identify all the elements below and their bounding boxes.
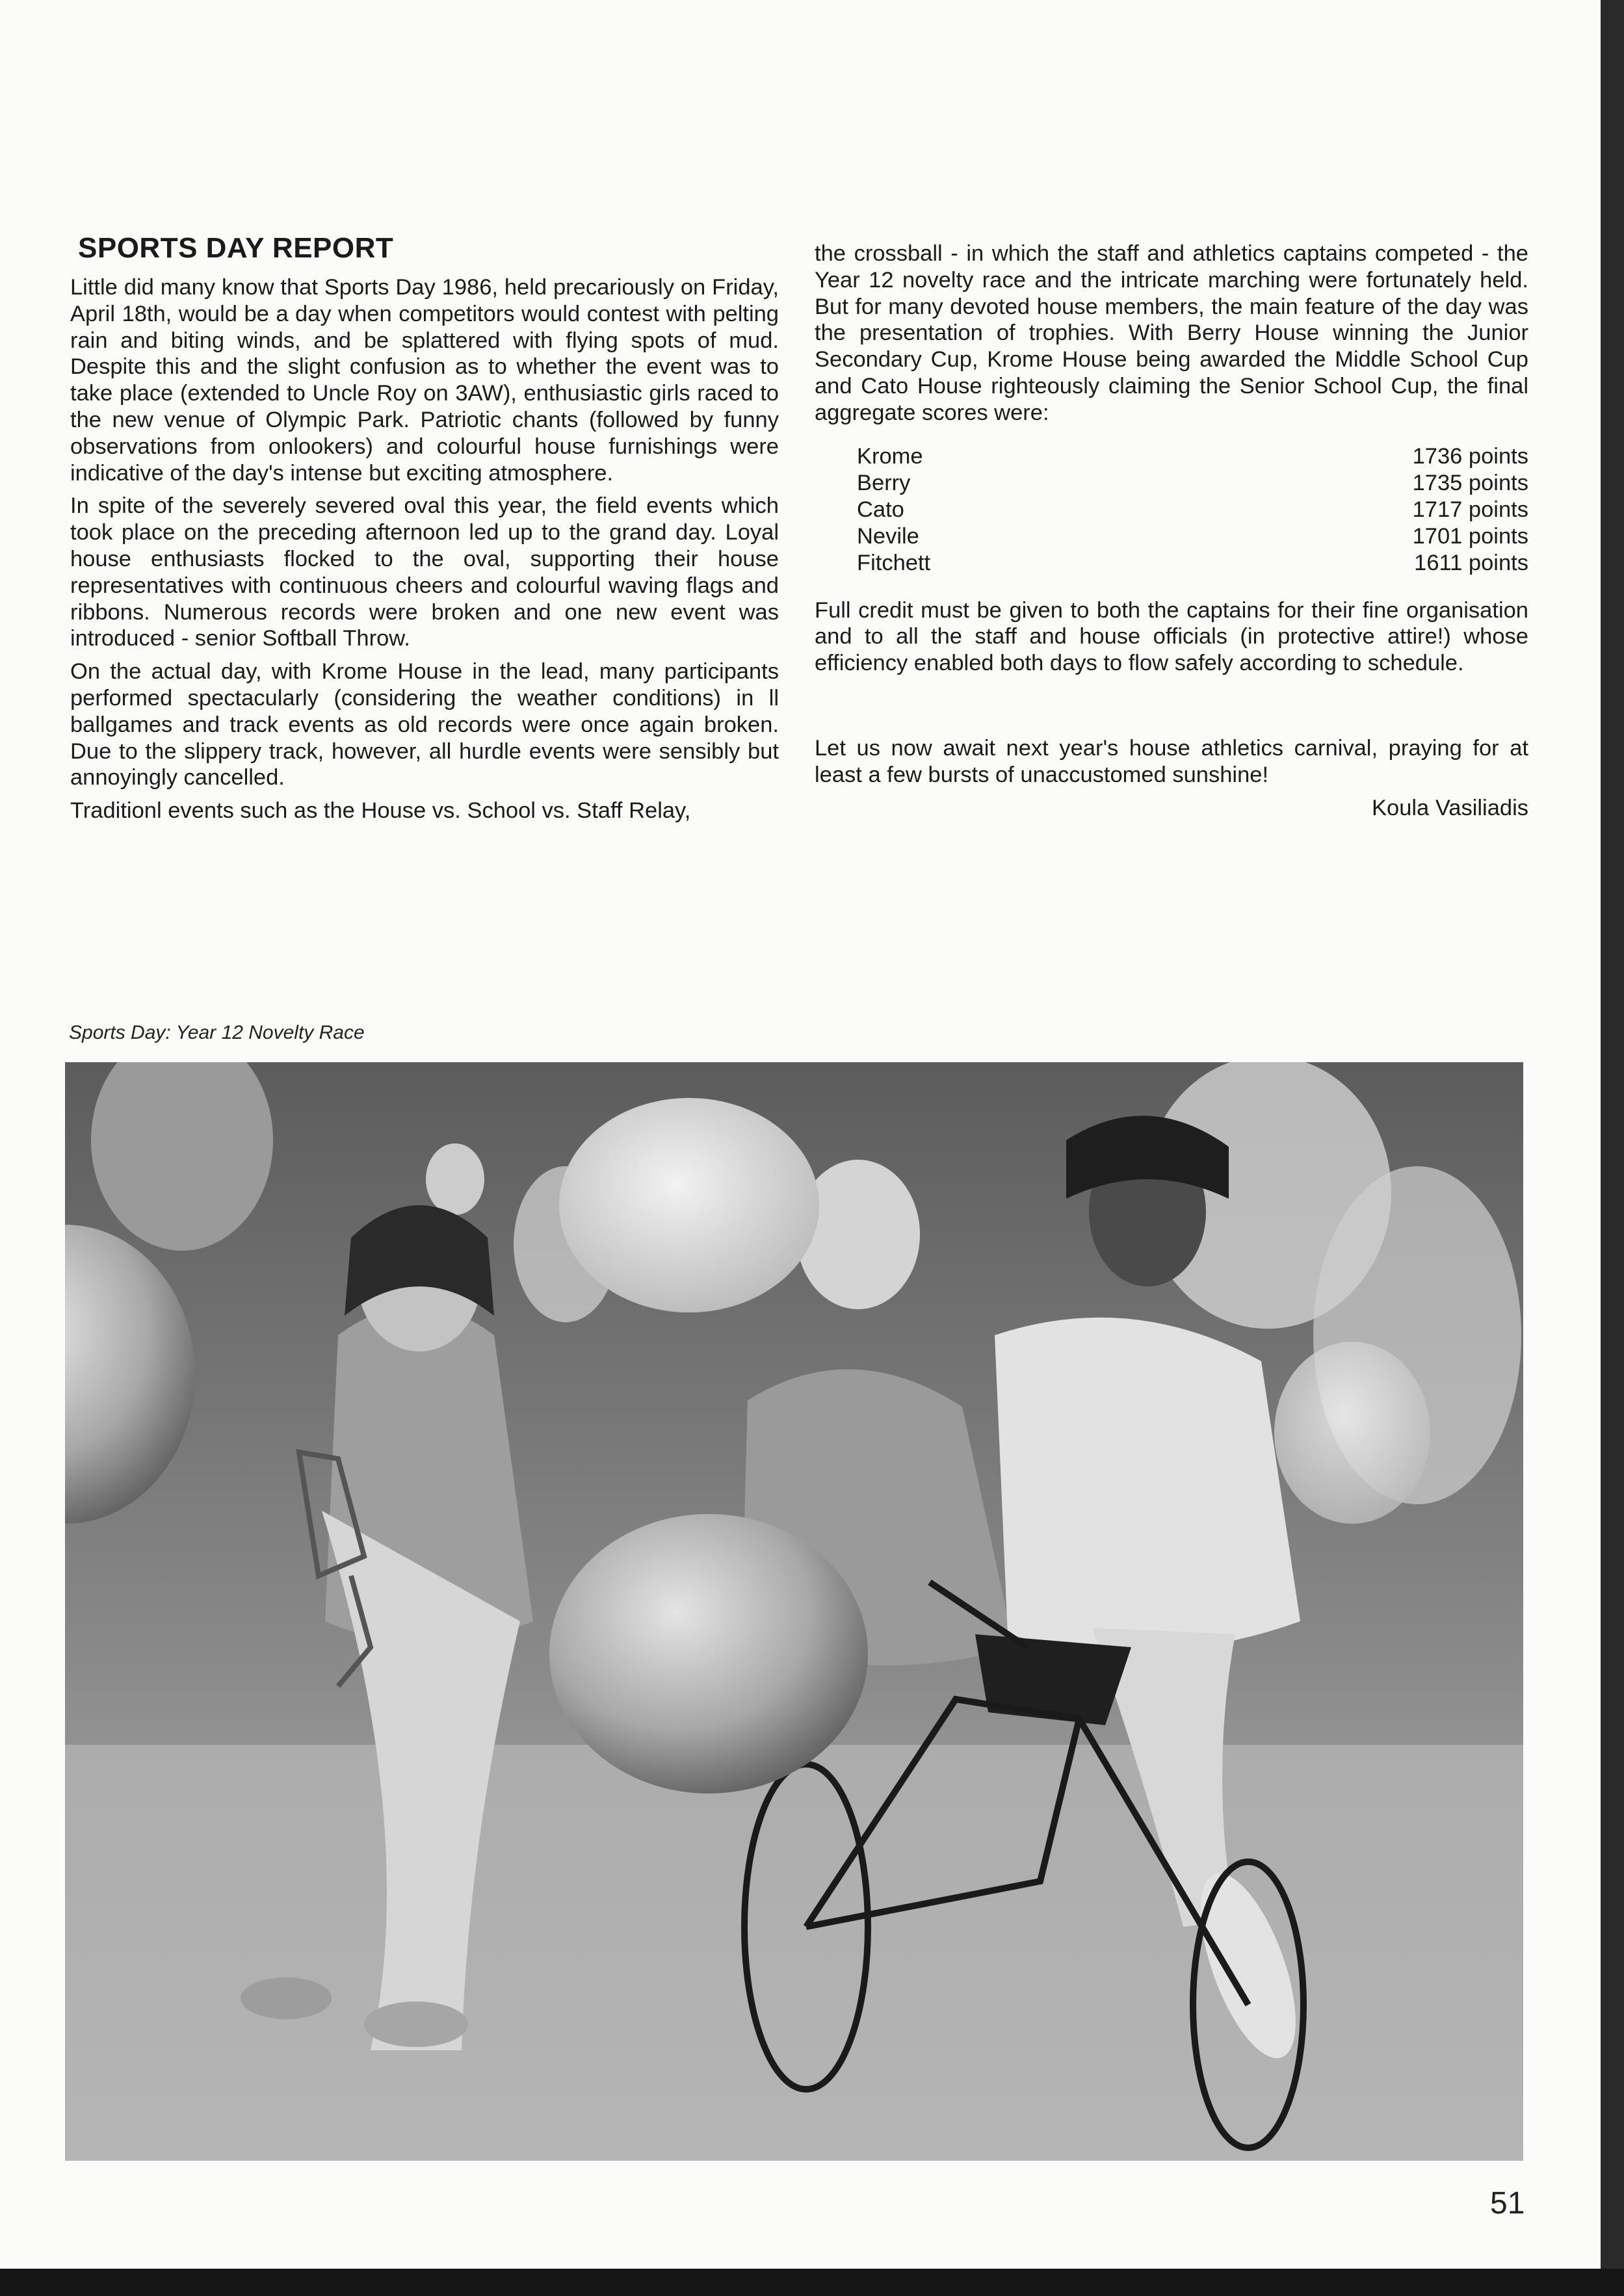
score-points: 1736 points bbox=[1412, 443, 1528, 469]
article-paragraph: Full credit must be given to both the captains for their fine organisation and to all the staff and house officials (in protective attire!) whose efficiency enabled both days to flow safely according to schedule. bbox=[815, 597, 1528, 676]
scan-edge-bottom bbox=[0, 2269, 1624, 2296]
score-row bbox=[857, 497, 1528, 523]
paragraph-gap bbox=[815, 683, 1528, 735]
scan-edge-right bbox=[1601, 0, 1624, 2296]
article-paragraph: the crossball - in which the staff and athletics captains competed - the Year 12 novelty race and the intricate marching were fortunately held. But for many devoted house members, the main feature of the day was the presentation of trophies. With Berry House winning the Junior Secondary Cup, Krome House being awarded the Middle School Cup and Cato House righteously claiming the Senior School Cup, the final aggregate scores were: bbox=[815, 241, 1528, 425]
photo-caption: Sports Day: Year 12 Novelty Race bbox=[69, 1022, 365, 1043]
page-number: 51 bbox=[1490, 2186, 1525, 2221]
score-house: Nevile bbox=[857, 523, 919, 549]
score-points: 1701 points bbox=[1412, 523, 1528, 549]
score-points: 1611 points bbox=[1414, 550, 1528, 575]
photo bbox=[65, 1062, 1523, 2161]
article-paragraph: Let us now await next year's house athletics carnival, praying for at least a few bursts of unaccustomed sunshine! bbox=[815, 735, 1528, 787]
article-author: Koula Vasiliadis bbox=[1372, 795, 1528, 820]
score-house: Cato bbox=[857, 497, 904, 522]
article-paragraph: Little did many know that Sports Day 1986, held precariously on Friday, April 18th, would be a day when competitors would contest with pelting rain and biting winds, and be splattered with flying spots of mud. Despite this and the slight confusion as to whether the event was to take place (extended to Uncle Roy on 3AW), enthusiastic girls raced to the new venue of Olympic Park. Patriotic chants (followed by funny observations from onlookers) and colourful house furnishings were indicative of the day's intense but exciting atmosphere. bbox=[70, 275, 779, 486]
article-paragraph: On the actual day, with Krome House in the lead, many participants performed spectacularly (considering the weather conditions) in ll ballgames and track events as old records were once again broken. Due to the slippery track, however, all hurdle events were sensibly but annoyingly cancelled. bbox=[70, 659, 779, 790]
article-paragraph: In spite of the severely severed oval this year, the field events which took place on the preceding afternoon led up to the grand day. Loyal house enthusiasts flocked to the oval, supporting their house representatives with continuous cheers and colourful waving flags and ribbons. Numerous records were broken and one new event was introduced - senior Softball Throw. bbox=[70, 493, 779, 651]
score-house: Berry bbox=[857, 470, 911, 495]
score-points: 1717 points bbox=[1412, 497, 1528, 522]
article-column-right bbox=[815, 241, 1528, 821]
score-row bbox=[857, 550, 1528, 577]
article-column-left bbox=[70, 233, 779, 831]
article-title: SPORTS DAY REPORT bbox=[78, 232, 394, 264]
score-row bbox=[857, 470, 1528, 497]
scores-list bbox=[815, 443, 1528, 577]
score-row bbox=[857, 443, 1528, 470]
score-house: Fitchett bbox=[857, 550, 931, 575]
article-paragraph: Traditionl events such as the House vs. School vs. Staff Relay, bbox=[70, 798, 691, 824]
score-points: 1735 points bbox=[1412, 470, 1528, 495]
photo-illustration bbox=[65, 1062, 1523, 2161]
score-row bbox=[857, 523, 1528, 550]
score-house: Krome bbox=[857, 443, 923, 469]
